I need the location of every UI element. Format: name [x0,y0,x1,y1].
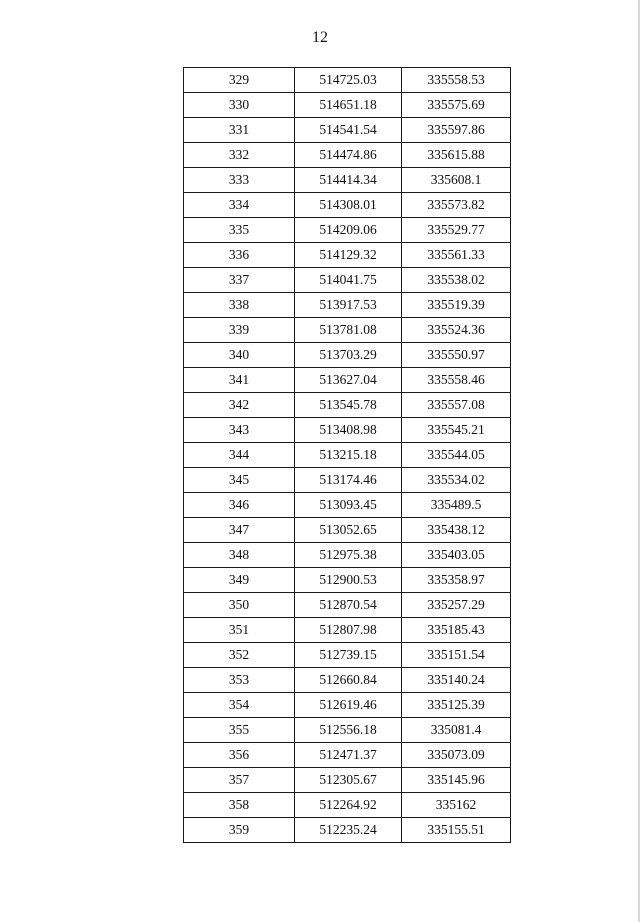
y-coordinate-cell: 335162 [402,793,511,818]
table-row [184,568,511,593]
point-number-cell: 349 [184,568,295,593]
table-row [184,193,511,218]
y-coordinate-cell: 335544.05 [402,443,511,468]
y-coordinate-cell: 335358.97 [402,568,511,593]
y-coordinate-cell: 335489.5 [402,493,511,518]
point-number-cell: 337 [184,268,295,293]
table-row [184,768,511,793]
y-coordinate-cell: 335257.29 [402,593,511,618]
point-number-cell: 359 [184,818,295,843]
y-coordinate-cell: 335073.09 [402,743,511,768]
table-row [184,168,511,193]
point-number-cell: 342 [184,393,295,418]
y-coordinate-cell: 335140.24 [402,668,511,693]
table-row [184,293,511,318]
table-row [184,793,511,818]
x-coordinate-cell: 514651.18 [295,93,402,118]
x-coordinate-cell: 512975.38 [295,543,402,568]
x-coordinate-cell: 514129.32 [295,243,402,268]
table-row [184,618,511,643]
y-coordinate-cell: 335538.02 [402,268,511,293]
point-number-cell: 358 [184,793,295,818]
point-number-cell: 332 [184,143,295,168]
x-coordinate-cell: 512807.98 [295,618,402,643]
y-coordinate-cell: 335519.39 [402,293,511,318]
table-row [184,218,511,243]
point-number-cell: 352 [184,643,295,668]
point-number-cell: 347 [184,518,295,543]
x-coordinate-cell: 513703.29 [295,343,402,368]
table-row [184,118,511,143]
point-number-cell: 353 [184,668,295,693]
y-coordinate-cell: 335529.77 [402,218,511,243]
y-coordinate-cell: 335151.54 [402,643,511,668]
table-row [184,418,511,443]
point-number-cell: 346 [184,493,295,518]
x-coordinate-cell: 512305.67 [295,768,402,793]
x-coordinate-cell: 512619.46 [295,693,402,718]
table-row [184,543,511,568]
table-row [184,818,511,843]
x-coordinate-cell: 512739.15 [295,643,402,668]
x-coordinate-cell: 512264.92 [295,793,402,818]
y-coordinate-cell: 335524.36 [402,318,511,343]
y-coordinate-cell: 335608.1 [402,168,511,193]
y-coordinate-cell: 335597.86 [402,118,511,143]
point-number-cell: 351 [184,618,295,643]
point-number-cell: 355 [184,718,295,743]
point-number-cell: 343 [184,418,295,443]
x-coordinate-cell: 514414.34 [295,168,402,193]
coordinates-table [183,67,511,843]
table-row [184,743,511,768]
point-number-cell: 344 [184,443,295,468]
x-coordinate-cell: 514308.01 [295,193,402,218]
x-coordinate-cell: 513408.98 [295,418,402,443]
point-number-cell: 329 [184,68,295,93]
point-number-cell: 334 [184,193,295,218]
x-coordinate-cell: 512900.53 [295,568,402,593]
page-number: 12 [312,29,328,46]
x-coordinate-cell: 512870.54 [295,593,402,618]
y-coordinate-cell: 335438.12 [402,518,511,543]
y-coordinate-cell: 335550.97 [402,343,511,368]
y-coordinate-cell: 335403.05 [402,543,511,568]
point-number-cell: 348 [184,543,295,568]
point-number-cell: 356 [184,743,295,768]
table-row [184,243,511,268]
point-number-cell: 339 [184,318,295,343]
coordinates-table-body [184,68,511,843]
table-row [184,68,511,93]
y-coordinate-cell: 335125.39 [402,693,511,718]
point-number-cell: 331 [184,118,295,143]
y-coordinate-cell: 335534.02 [402,468,511,493]
table-row [184,393,511,418]
table-row [184,268,511,293]
y-coordinate-cell: 335545.21 [402,418,511,443]
table-row [184,318,511,343]
table-row [184,143,511,168]
table-row [184,718,511,743]
table-row [184,493,511,518]
x-coordinate-cell: 514541.54 [295,118,402,143]
table-row [184,643,511,668]
x-coordinate-cell: 513174.46 [295,468,402,493]
point-number-cell: 335 [184,218,295,243]
point-number-cell: 350 [184,593,295,618]
point-number-cell: 330 [184,93,295,118]
x-coordinate-cell: 513052.65 [295,518,402,543]
x-coordinate-cell: 512556.18 [295,718,402,743]
x-coordinate-cell: 512660.84 [295,668,402,693]
y-coordinate-cell: 335561.33 [402,243,511,268]
table-row [184,693,511,718]
x-coordinate-cell: 514041.75 [295,268,402,293]
y-coordinate-cell: 335575.69 [402,93,511,118]
y-coordinate-cell: 335573.82 [402,193,511,218]
x-coordinate-cell: 513093.45 [295,493,402,518]
y-coordinate-cell: 335558.46 [402,368,511,393]
y-coordinate-cell: 335145.96 [402,768,511,793]
table-row [184,468,511,493]
table-row [184,518,511,543]
x-coordinate-cell: 512235.24 [295,818,402,843]
x-coordinate-cell: 514209.06 [295,218,402,243]
y-coordinate-cell: 335615.88 [402,143,511,168]
table-row [184,443,511,468]
table-row [184,343,511,368]
point-number-cell: 357 [184,768,295,793]
table-row [184,668,511,693]
y-coordinate-cell: 335155.51 [402,818,511,843]
y-coordinate-cell: 335081.4 [402,718,511,743]
point-number-cell: 354 [184,693,295,718]
x-coordinate-cell: 513781.08 [295,318,402,343]
table-row [184,368,511,393]
x-coordinate-cell: 514725.03 [295,68,402,93]
point-number-cell: 341 [184,368,295,393]
x-coordinate-cell: 514474.86 [295,143,402,168]
point-number-cell: 336 [184,243,295,268]
y-coordinate-cell: 335185.43 [402,618,511,643]
y-coordinate-cell: 335557.08 [402,393,511,418]
x-coordinate-cell: 513215.18 [295,443,402,468]
point-number-cell: 345 [184,468,295,493]
table-row [184,593,511,618]
x-coordinate-cell: 513545.78 [295,393,402,418]
x-coordinate-cell: 513917.53 [295,293,402,318]
point-number-cell: 338 [184,293,295,318]
table-row [184,93,511,118]
x-coordinate-cell: 512471.37 [295,743,402,768]
point-number-cell: 333 [184,168,295,193]
point-number-cell: 340 [184,343,295,368]
x-coordinate-cell: 513627.04 [295,368,402,393]
y-coordinate-cell: 335558.53 [402,68,511,93]
